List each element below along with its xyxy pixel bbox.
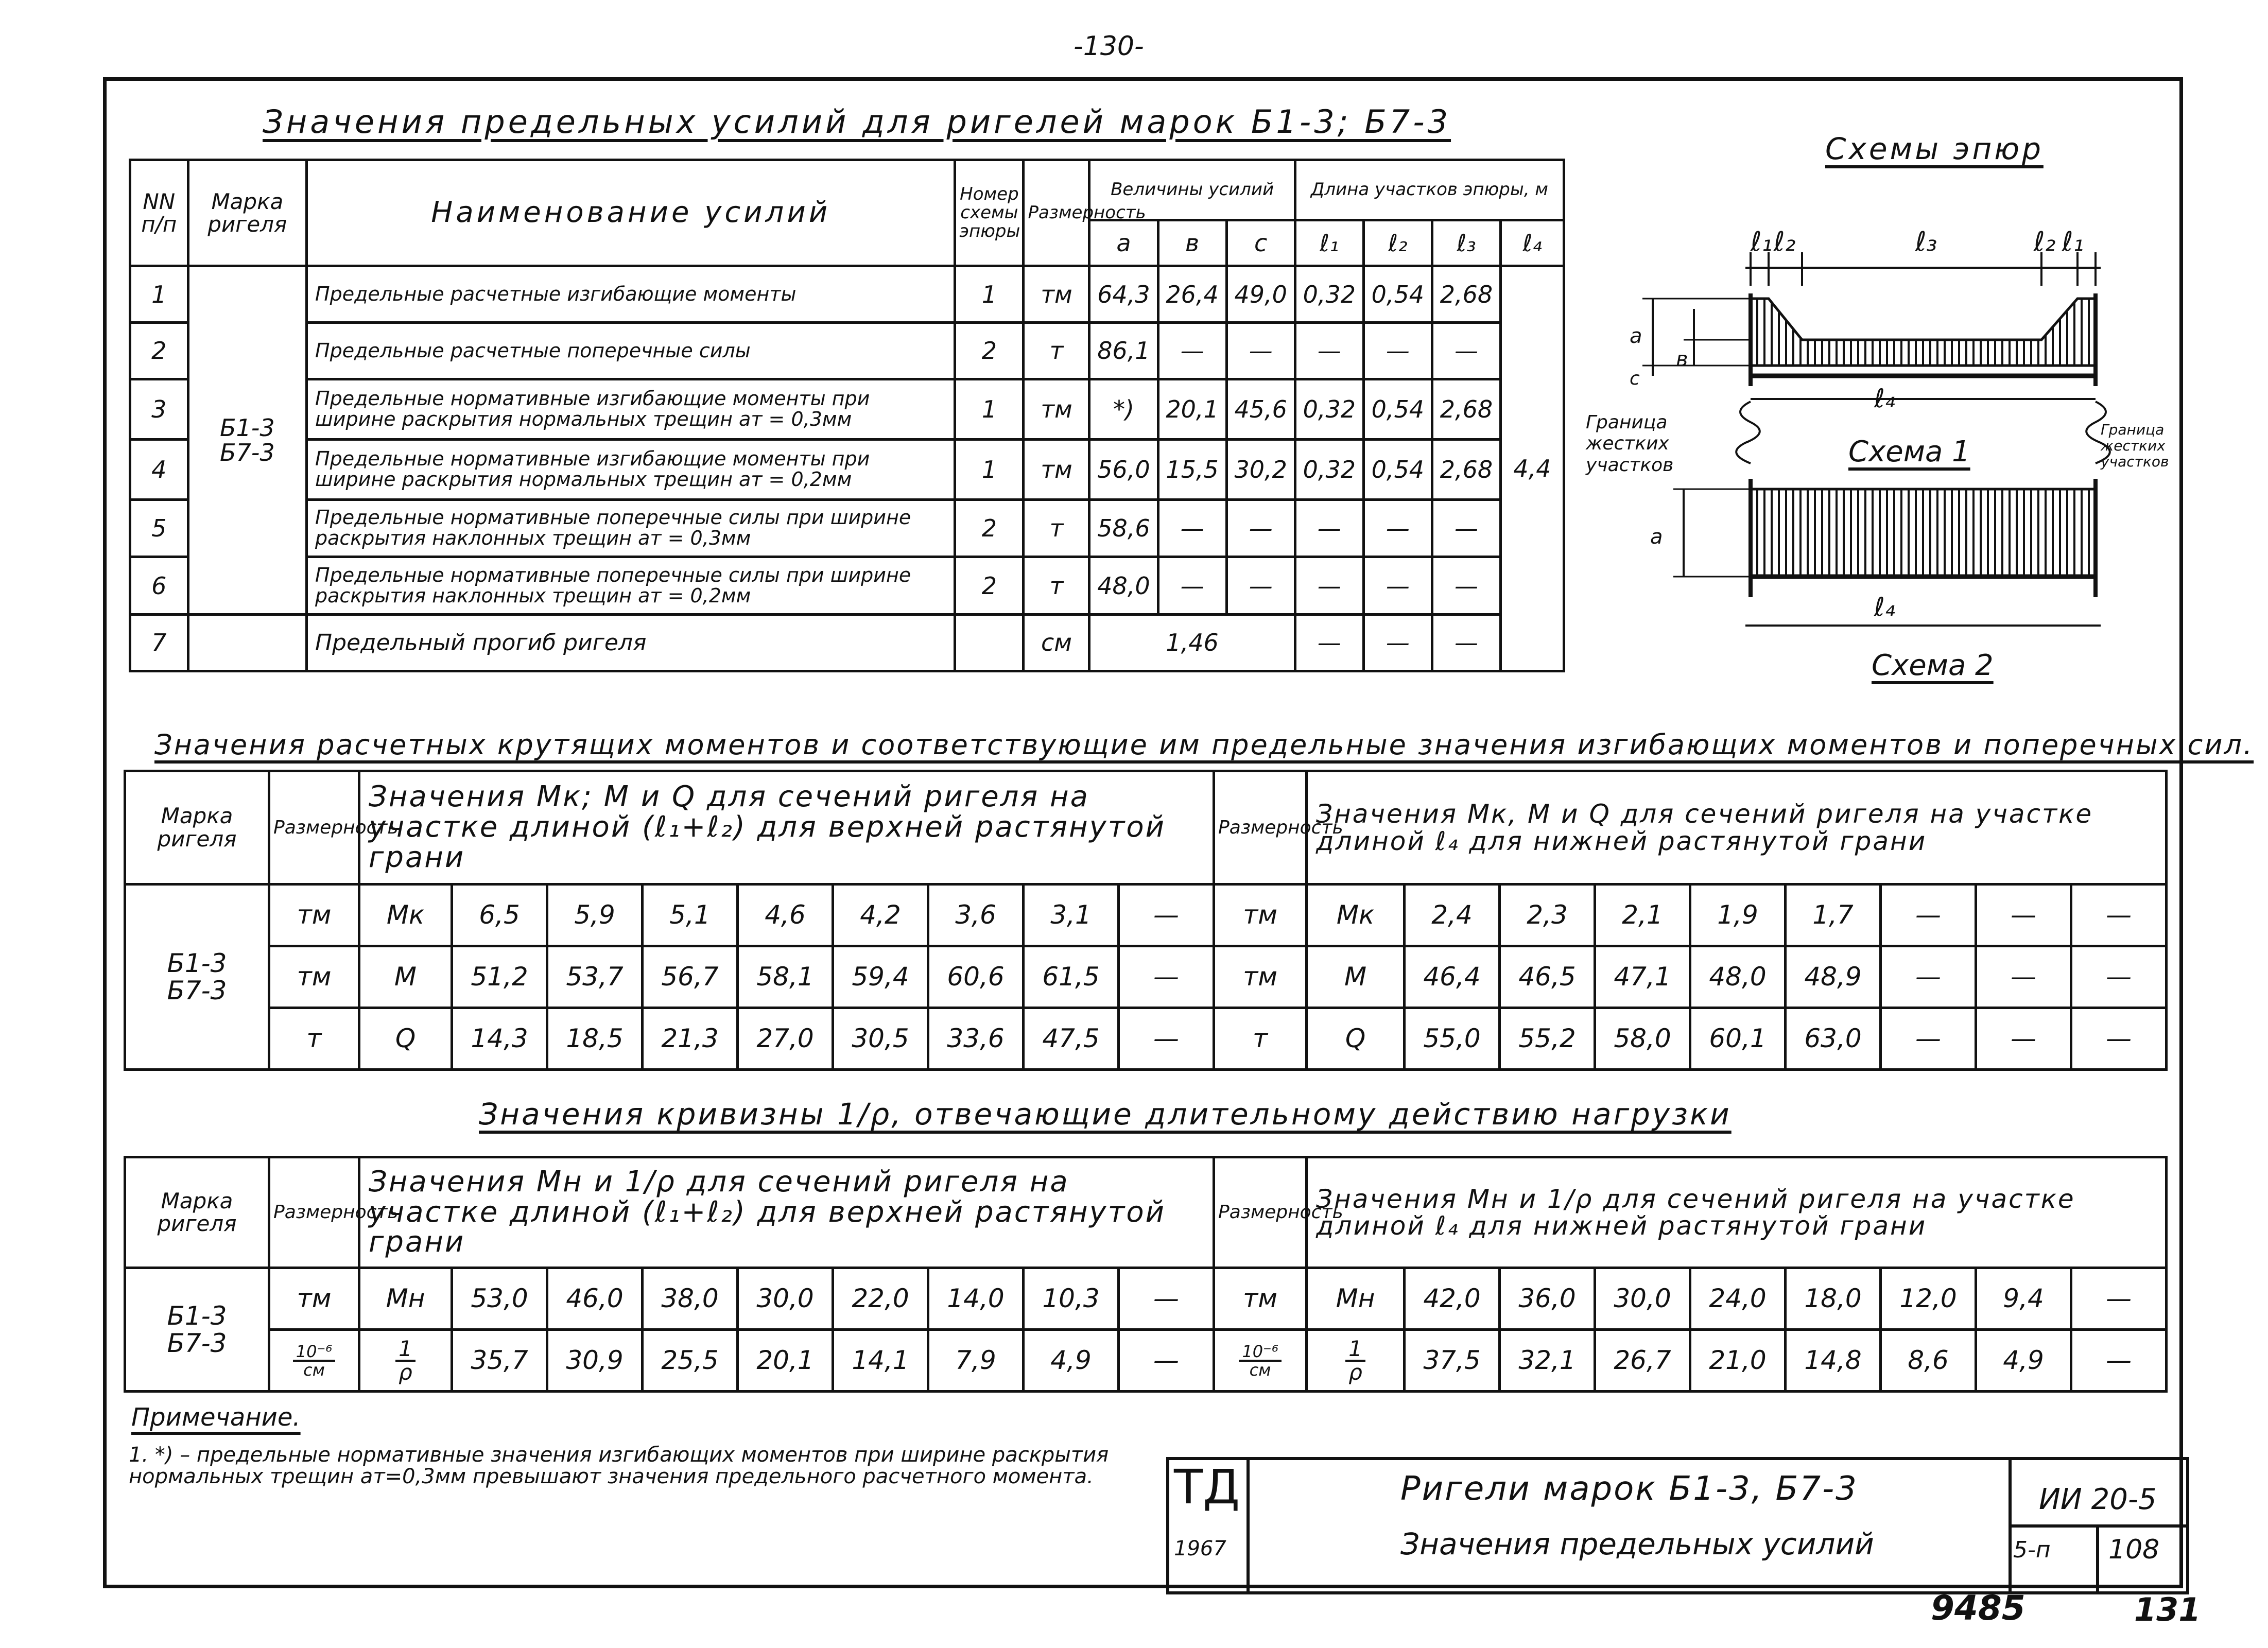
value: 2,3 <box>1500 884 1595 946</box>
value-c: — <box>1226 499 1295 557</box>
page-number: -130- <box>1074 31 1144 62</box>
value: 55,0 <box>1405 1008 1500 1070</box>
row-number: 5 <box>130 499 188 557</box>
mark-cell: Б1-3 Б7-3 <box>125 884 269 1070</box>
value: 10,3 <box>1024 1268 1119 1330</box>
label-l1: ℓ₁ <box>1751 227 1773 257</box>
symbol: M <box>1307 946 1405 1008</box>
force-name: Предельные расчетные поперечные силы <box>307 323 955 379</box>
value: — <box>2071 884 2167 946</box>
label-a: a <box>1630 324 1642 348</box>
row-number: 7 <box>130 615 188 671</box>
symbol <box>359 1330 452 1392</box>
col-b: в <box>1158 220 1226 266</box>
stamp-sheet: 108 <box>2108 1534 2160 1565</box>
length-l3: — <box>1432 323 1500 379</box>
torsion-table <box>124 770 2168 1071</box>
table2-title: Значения расчетных крутящих моментов и соответствующие им предельные значения изгибающих моментов и поперечных сил. <box>154 728 2254 761</box>
value: — <box>1881 1008 1976 1070</box>
value: 30,9 <box>547 1330 643 1392</box>
org-mark: ТД <box>1174 1460 1240 1515</box>
value: 22,0 <box>833 1268 928 1330</box>
length-l2: — <box>1363 499 1432 557</box>
value-c: 30,2 <box>1226 439 1295 499</box>
col-dim: Размерность <box>269 771 359 884</box>
value: — <box>2071 1268 2167 1330</box>
table-row <box>130 266 1564 323</box>
value: 4,6 <box>738 884 833 946</box>
limit-forces-table <box>129 159 1565 672</box>
value: 48,9 <box>1786 946 1881 1008</box>
value-c: 45,6 <box>1226 379 1295 439</box>
symbol: Q <box>1307 1008 1405 1070</box>
value: — <box>1119 1330 1214 1392</box>
col-l4: ℓ₄ <box>1501 220 1564 266</box>
curvature-table <box>124 1156 2168 1393</box>
dimension: т <box>269 1008 359 1070</box>
scheme-number: 1 <box>955 439 1024 499</box>
note-text: 1. *) – предельные нормативные значения изгибающих моментов при ширине раскрытия нормальных трещин aт=0,3мм превышают значения предельного расчетного момента. <box>129 1443 1109 1488</box>
scheme-number: 1 <box>955 266 1024 323</box>
value-c: — <box>1226 323 1295 379</box>
value: 12,0 <box>1881 1268 1976 1330</box>
dimension: тм <box>269 1268 359 1330</box>
col-dim2: Размерность <box>1214 771 1307 884</box>
value-b: 20,1 <box>1158 379 1226 439</box>
col-right-header: Значения Mк, M и Q для сечений ригеля на участке длиной ℓ₄ для нижней растянутой грани <box>1307 771 2167 884</box>
length-l1: — <box>1295 499 1363 557</box>
value-c: 49,0 <box>1226 266 1295 323</box>
value: 8,6 <box>1881 1330 1976 1392</box>
value: 26,7 <box>1595 1330 1690 1392</box>
value: 4,9 <box>1024 1330 1119 1392</box>
symbol: Mк <box>1307 884 1405 946</box>
value: — <box>2071 946 2167 1008</box>
value: 25,5 <box>643 1330 738 1392</box>
value: 30,0 <box>738 1268 833 1330</box>
symbol <box>1307 1330 1405 1392</box>
table-row <box>130 499 1564 557</box>
value: 30,0 <box>1595 1268 1690 1330</box>
value: 63,0 <box>1786 1008 1881 1070</box>
label-l4-scheme2: ℓ₄ <box>1874 592 1895 622</box>
table3-title: Значения кривизны 1/ρ, отвечающие длительному действию нагрузки <box>479 1097 1732 1132</box>
table-row <box>130 379 1564 439</box>
force-name: Предельные нормативные изгибающие моменты при ширине раскрытия нормальных трещин aт = 0,3мм <box>307 379 955 439</box>
dim-denominator: см <box>303 1360 325 1380</box>
stamp-sheet-left: 5-п <box>2013 1537 2051 1563</box>
symbol: M <box>359 946 452 1008</box>
length-l3: 2,68 <box>1432 266 1500 323</box>
footer-left-number: 9485 <box>1931 1588 2025 1628</box>
value: 14,8 <box>1786 1330 1881 1392</box>
stamp-title-2: Значения предельных усилий <box>1400 1526 1874 1562</box>
table-row <box>125 884 2167 946</box>
value-a: 64,3 <box>1089 266 1158 323</box>
value: 3,6 <box>928 884 1024 946</box>
length-l2: — <box>1363 557 1432 615</box>
dimension: тм <box>1214 1268 1307 1330</box>
value: 1,9 <box>1690 884 1786 946</box>
value-a: *) <box>1089 379 1158 439</box>
label-l2: ℓ₂ <box>1774 227 1796 257</box>
col-l1: ℓ₁ <box>1295 220 1363 266</box>
value: — <box>1976 946 2071 1008</box>
value: 48,0 <box>1690 946 1786 1008</box>
value: 55,2 <box>1500 1008 1595 1070</box>
sym-numerator: 1 <box>395 1338 415 1362</box>
row-number: 6 <box>130 557 188 615</box>
col-name: Наименование усилий <box>307 160 955 266</box>
value: 24,0 <box>1690 1268 1786 1330</box>
mark-cell-empty <box>188 615 306 671</box>
mark-cell: Б1-3 Б7-3 <box>125 1268 269 1392</box>
value-b: — <box>1158 557 1226 615</box>
value: 36,0 <box>1500 1268 1595 1330</box>
dimension: тм <box>1024 266 1089 323</box>
scheme-number: 1 <box>955 379 1024 439</box>
value: 18,0 <box>1786 1268 1881 1330</box>
value: 60,1 <box>1690 1008 1786 1070</box>
length-l3: — <box>1432 499 1500 557</box>
value: 4,2 <box>833 884 928 946</box>
col-c: c <box>1226 220 1295 266</box>
value: 5,1 <box>643 884 738 946</box>
deflection-value: 1,46 <box>1089 615 1295 671</box>
stamp-year: 1967 <box>1174 1537 1226 1560</box>
table-row <box>130 439 1564 499</box>
col-l2: ℓ₂ <box>1363 220 1432 266</box>
value: 42,0 <box>1405 1268 1500 1330</box>
col-a: a <box>1089 220 1158 266</box>
col-nn: NN п/п <box>130 160 188 266</box>
value: — <box>2071 1008 2167 1070</box>
value: 30,5 <box>833 1008 928 1070</box>
dimension: т <box>1024 499 1089 557</box>
value: 46,0 <box>547 1268 643 1330</box>
col-values: Величины усилий <box>1089 160 1295 220</box>
length-l3: — <box>1432 615 1500 671</box>
length-l3: — <box>1432 557 1500 615</box>
value: 14,1 <box>833 1330 928 1392</box>
stamp-code: ИИ 20-5 <box>2039 1483 2157 1516</box>
label-l4: ℓ₄ <box>1874 384 1895 413</box>
value: 53,0 <box>452 1268 547 1330</box>
col-l3: ℓ₃ <box>1432 220 1500 266</box>
force-name: Предельные нормативные поперечные силы при ширине раскрытия наклонных трещин aт = 0,3мм <box>307 499 955 557</box>
dimension: т <box>1214 1008 1307 1070</box>
dim-numerator: 10⁻⁶ <box>1239 1343 1281 1362</box>
row-number: 3 <box>130 379 188 439</box>
table1-title: Значения предельных усилий для ригелей марок Б1-3; Б7-3 <box>263 103 1451 141</box>
length-l2: — <box>1363 323 1432 379</box>
table-row <box>130 557 1564 615</box>
dimension <box>1214 1330 1307 1392</box>
value-a: 48,0 <box>1089 557 1158 615</box>
value: 2,4 <box>1405 884 1500 946</box>
col-left-header: Значения Mк; M и Q для сечений ригеля на участке длиной (ℓ₁+ℓ₂) для верхней растянутой грани <box>359 771 1214 884</box>
note-title: Примечание. <box>131 1403 301 1432</box>
value: 4,9 <box>1976 1330 2071 1392</box>
value: 56,7 <box>643 946 738 1008</box>
value: 32,1 <box>1500 1330 1595 1392</box>
table-row <box>130 615 1564 671</box>
label-a-scheme2: a <box>1650 525 1663 549</box>
value: 37,5 <box>1405 1330 1500 1392</box>
col-dim: Размерность <box>1024 160 1089 266</box>
table-row <box>125 1330 2167 1392</box>
value: 61,5 <box>1024 946 1119 1008</box>
force-name: Предельные нормативные поперечные силы при ширине раскрытия наклонных трещин aт = 0,2мм <box>307 557 955 615</box>
value: 1,7 <box>1786 884 1881 946</box>
dimension: т <box>1024 323 1089 379</box>
value-b: — <box>1158 323 1226 379</box>
value: 3,1 <box>1024 884 1119 946</box>
border-right-label: Граница жестких участков <box>2101 421 2169 470</box>
length-l1: 0,32 <box>1295 266 1363 323</box>
length-l1: — <box>1295 323 1363 379</box>
col-scheme: Номер схемы эпюры <box>955 160 1024 266</box>
value: 47,5 <box>1024 1008 1119 1070</box>
col-mark: Марка ригеля <box>188 160 306 266</box>
col-left-header: Значения Mн и 1/ρ для сечений ригеля на участке длиной (ℓ₁+ℓ₂) для верхней растянутой грани <box>359 1157 1214 1268</box>
sym-denominator: ρ <box>399 1359 412 1385</box>
row-number: 2 <box>130 323 188 379</box>
value: 53,7 <box>547 946 643 1008</box>
value: 35,7 <box>452 1330 547 1392</box>
force-name: Предельные нормативные изгибающие моменты при ширине раскрытия нормальных трещин aт = 0,2мм <box>307 439 955 499</box>
scheme-number <box>955 615 1024 671</box>
value: 5,9 <box>547 884 643 946</box>
value: 58,1 <box>738 946 833 1008</box>
length-l1: 0,32 <box>1295 379 1363 439</box>
col-mark: Марка ригеля <box>125 771 269 884</box>
symbol: Q <box>359 1008 452 1070</box>
value-b: — <box>1158 499 1226 557</box>
length-l2: 0,54 <box>1363 266 1432 323</box>
value: — <box>1976 884 2071 946</box>
dimension: см <box>1024 615 1089 671</box>
value: — <box>1976 1008 2071 1070</box>
mark-cell: Б1-3 Б7-3 <box>188 266 306 615</box>
value: 59,4 <box>833 946 928 1008</box>
dimension: тм <box>269 946 359 1008</box>
value-a: 58,6 <box>1089 499 1158 557</box>
symbol: Mк <box>359 884 452 946</box>
force-name: Предельные расчетные изгибающие моменты <box>307 266 955 323</box>
scheme-number: 2 <box>955 323 1024 379</box>
value: 20,1 <box>738 1330 833 1392</box>
value-c: — <box>1226 557 1295 615</box>
dimension: тм <box>269 884 359 946</box>
length-l2: 0,54 <box>1363 439 1432 499</box>
col-dim2: Размерность <box>1214 1157 1307 1268</box>
dimension: т <box>1024 557 1089 615</box>
dimension: тм <box>1214 946 1307 1008</box>
table-row <box>125 946 2167 1008</box>
value: — <box>1119 1268 1214 1330</box>
value-a: 56,0 <box>1089 439 1158 499</box>
value: 14,3 <box>452 1008 547 1070</box>
schemes-title: Схемы эпюр <box>1825 131 2044 166</box>
scheme2-label: Схема 2 <box>1872 649 1994 682</box>
sym-numerator: 1 <box>1345 1338 1365 1362</box>
value: — <box>1119 884 1214 946</box>
dim-numerator: 10⁻⁶ <box>293 1343 335 1362</box>
label-l1-right: ℓ₁ <box>2062 227 2084 257</box>
value: 60,6 <box>928 946 1024 1008</box>
value: 47,1 <box>1595 946 1690 1008</box>
border-left-label: Граница жестких участков <box>1586 412 1674 476</box>
row-number: 1 <box>130 266 188 323</box>
stamp-title-1: Ригели марок Б1-3, Б7-3 <box>1400 1470 1858 1508</box>
value: 21,0 <box>1690 1330 1786 1392</box>
length-l1: — <box>1295 615 1363 671</box>
value-a: 86,1 <box>1089 323 1158 379</box>
value-b: 15,5 <box>1158 439 1226 499</box>
value: — <box>1881 946 1976 1008</box>
symbol: Mн <box>359 1268 452 1330</box>
col-right-header: Значения Mн и 1/ρ для сечений ригеля на участке длиной ℓ₄ для нижней растянутой грани <box>1307 1157 2167 1268</box>
scheme1-label: Схема 1 <box>1848 435 1970 469</box>
value: 2,1 <box>1595 884 1690 946</box>
value: — <box>1881 884 1976 946</box>
value: 38,0 <box>643 1268 738 1330</box>
value: 51,2 <box>452 946 547 1008</box>
value: 9,4 <box>1976 1268 2071 1330</box>
length-l3: 2,68 <box>1432 439 1500 499</box>
dimension: тм <box>1214 884 1307 946</box>
value: 21,3 <box>643 1008 738 1070</box>
value: 14,0 <box>928 1268 1024 1330</box>
col-lengths: Длина участков эпюры, м <box>1295 160 1564 220</box>
length-l3: 2,68 <box>1432 379 1500 439</box>
dimension: тм <box>1024 379 1089 439</box>
value: 27,0 <box>738 1008 833 1070</box>
value: — <box>1119 1008 1214 1070</box>
force-name: Предельный прогиб ригеля <box>307 615 955 671</box>
col-dim: Размерность <box>269 1157 359 1268</box>
value: 58,0 <box>1595 1008 1690 1070</box>
row-number: 4 <box>130 439 188 499</box>
label-b: в <box>1676 348 1688 371</box>
symbol: Mн <box>1307 1268 1405 1330</box>
scheme-number: 2 <box>955 557 1024 615</box>
footer-right-number: 131 <box>2134 1591 2201 1628</box>
table-row <box>130 323 1564 379</box>
value: 7,9 <box>928 1330 1024 1392</box>
value: 46,4 <box>1405 946 1500 1008</box>
value: 6,5 <box>452 884 547 946</box>
value: 46,5 <box>1500 946 1595 1008</box>
value: 33,6 <box>928 1008 1024 1070</box>
value-b: 26,4 <box>1158 266 1226 323</box>
label-l3: ℓ₃ <box>1915 227 1937 257</box>
table-row <box>125 1268 2167 1330</box>
length-l1: — <box>1295 557 1363 615</box>
length-l1: 0,32 <box>1295 439 1363 499</box>
sym-denominator: ρ <box>1348 1359 1362 1385</box>
value: — <box>2071 1330 2167 1392</box>
label-l2-right: ℓ₂ <box>2034 227 2056 257</box>
dimension: тм <box>1024 439 1089 499</box>
length-l2: — <box>1363 615 1432 671</box>
label-c: c <box>1630 368 1640 389</box>
value: — <box>1119 946 1214 1008</box>
scheme-number: 2 <box>955 499 1024 557</box>
length-l4: 4,4 <box>1501 266 1564 671</box>
dimension <box>269 1330 359 1392</box>
dim-denominator: см <box>1249 1360 1271 1380</box>
value: 18,5 <box>547 1008 643 1070</box>
length-l2: 0,54 <box>1363 379 1432 439</box>
table-row <box>125 1008 2167 1070</box>
col-mark: Марка ригеля <box>125 1157 269 1268</box>
